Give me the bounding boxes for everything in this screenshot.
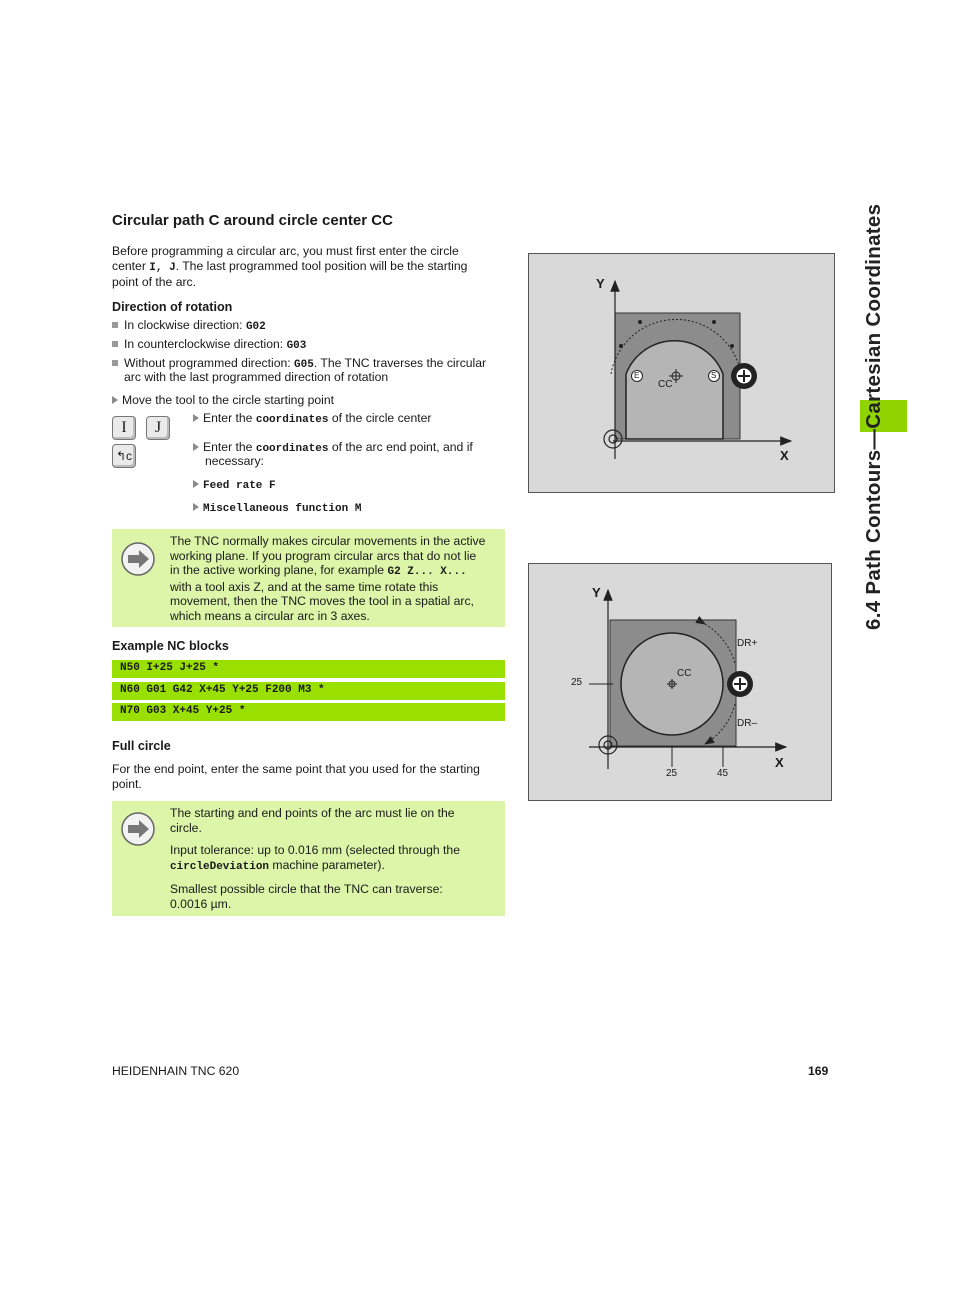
bullet-no-direction-line2: arc with the last programmed direction of rotation [124, 370, 389, 384]
fig2-y25-label: 25 [571, 677, 583, 688]
bullet-clockwise: In clockwise direction: G02 [112, 318, 507, 335]
figure-full-circle [528, 563, 832, 801]
fig1-e-label: E [634, 371, 640, 380]
fig2-x-label: X [775, 755, 784, 770]
note-2-text: The starting and end points of the arc must lie on the circle. Input tolerance: up to 0.016 mm (selected through the circleDeviation machine parameter). Smallest possible circle that the TNC can traverse: 0.0016 µm. [170, 806, 460, 911]
arrow-right-icon [120, 541, 156, 577]
intro-code: I, J [149, 261, 176, 274]
step-enter-center: Enter the coordinates of the circle center [193, 411, 503, 428]
full-circle-heading: Full circle [112, 739, 171, 753]
step-misc-function: Miscellaneous function M [193, 500, 503, 517]
arrow-right-icon [120, 811, 156, 847]
note-1-text: The TNC normally makes circular movements in the active working plane. If you program circular arcs that do not lie in the active working plane, for example G2 Z... X... with a tool axis Z, and at the same time rotate this movement, then the TNC moves the tool in a spatial arc, which means a circular arc in 3 axes. [170, 534, 486, 623]
intro-line-2 [112, 259, 507, 276]
example-heading: Example NC blocks [112, 639, 229, 653]
figure-circular-arc [528, 253, 835, 493]
fig1-s-label: S [711, 371, 717, 380]
fig2-y-label: Y [592, 585, 601, 600]
intro-line-1: Before programming a circular arc, you must first enter the circle [112, 244, 459, 258]
key-circle-c[interactable]: ↰c [112, 444, 136, 468]
intro-text-2: . The last programmed tool position will be the starting [175, 258, 468, 273]
milling-tool-icon [727, 671, 753, 697]
step-enter-endpoint-line2: necessary: [205, 454, 264, 468]
page-number: 169 [808, 1064, 829, 1078]
step-feed-rate: Feed rate F [193, 477, 503, 494]
nc-block-1: N50 I+25 J+25 * [112, 660, 505, 678]
key-i[interactable]: I [112, 416, 136, 440]
bullet-no-direction: Without programmed direction: G05. The TNC traverses the circular [112, 356, 507, 373]
section-heading: Circular path C around circle center CC [112, 212, 393, 229]
intro-line-3: point of the arc. [112, 275, 197, 290]
full-circle-paragraph: For the end point, enter the same point that you used for the starting point. [112, 762, 480, 791]
fig1-x-label: X [780, 448, 789, 463]
key-j[interactable]: J [146, 416, 170, 440]
fig2-x45-label: 45 [717, 768, 729, 779]
step-move-tool: Move the tool to the circle starting point [112, 393, 507, 408]
nc-block-2: N60 G01 G42 X+45 Y+25 F200 M3 * [112, 682, 505, 700]
fig1-cc-label: CC [658, 379, 673, 390]
fig2-drminus-label: DR– [737, 718, 758, 729]
fig1-y-label: Y [596, 276, 605, 291]
bullet-counterclockwise: In counterclockwise direction: G03 [112, 337, 507, 354]
fig2-x25-label: 25 [666, 768, 678, 779]
nc-block-3: N70 G03 X+45 Y+25 * [112, 703, 505, 721]
direction-heading: Direction of rotation [112, 300, 233, 314]
note-box-1 [112, 529, 505, 627]
chapter-title: 6.4 Path Contours—Cartesian Coordinates [862, 203, 885, 630]
note-box-2 [112, 801, 505, 916]
fig2-drplus-label: DR+ [737, 638, 758, 649]
milling-tool-icon [731, 363, 757, 389]
intro-text: center [112, 258, 150, 273]
step-enter-endpoint: Enter the coordinates of the arc end point, and if [193, 440, 503, 457]
fig2-cc-label: CC [677, 668, 692, 679]
footer-manual-name: HEIDENHAIN TNC 620 [112, 1064, 240, 1078]
intro-paragraph [112, 244, 507, 290]
